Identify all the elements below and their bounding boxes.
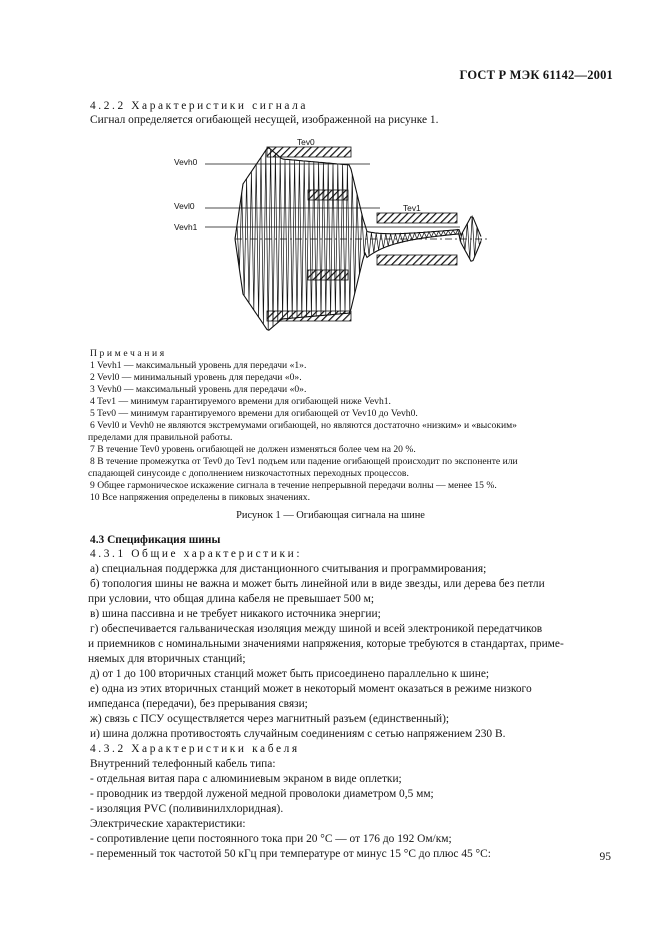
note-line: 5 Tev0 — минимум гарантируемого времени для огибающей от Vev10 до Vevh0. bbox=[90, 408, 418, 419]
note-line: 3 Vevh0 — максимальный уровень для передачи «0». bbox=[90, 384, 307, 395]
note-line: 1 Vevh1 — максимальный уровень для передачи «1». bbox=[90, 360, 307, 371]
vevl0-lower-limit-bar bbox=[308, 270, 348, 280]
list-item: е) одна из этих вторичных станций может в некоторый момент оказаться в режиме низкого bbox=[90, 683, 532, 695]
note-line: 2 Vevl0 — минимальный уровень для передачи «0». bbox=[90, 372, 302, 383]
tev1-lower-limit-bar bbox=[377, 255, 457, 265]
section-4-3-2-heading: 4.3.2 Характеристики кабеля bbox=[90, 743, 300, 755]
label-tev0: Tev0 bbox=[297, 137, 315, 147]
cable-line: - проводник из твердой луженой медной проволоки диаметром 0,5 мм; bbox=[90, 788, 434, 800]
note-line: 6 Vevl0 и Vevh0 не являются экстремумами огибающей, но являются достаточно «низким» и «высоким» bbox=[90, 420, 517, 431]
figure-caption: Рисунок 1 — Огибающая сигнала на шине bbox=[236, 510, 425, 521]
cable-line: - переменный ток частотой 50 кГц при температуре от минус 15 °С до плюс 45 °С: bbox=[90, 848, 491, 860]
note-line: спадающей синусоиде с дополнением низкочастотных переходных процессов. bbox=[88, 468, 409, 479]
cable-line: Электрические характеристики: bbox=[90, 818, 246, 830]
note-line: 4 Tev1 — минимум гарантируемого времени для огибающей ниже Vevh1. bbox=[90, 396, 391, 407]
cable-line: - отдельная витая пара с алюминиевым экраном в виде оплетки; bbox=[90, 773, 402, 785]
carrier-waveform bbox=[235, 149, 482, 331]
note-line: 7 В течение Tev0 уровень огибающей не должен изменяться более чем на 20 %. bbox=[90, 444, 416, 455]
list-item: при условии, что общая длина кабеля не превышает 500 м; bbox=[88, 593, 374, 605]
note-line: 10 Все напряжения определены в пиковых значениях. bbox=[90, 492, 310, 503]
note-line: 8 В течение промежутка от Tev0 до Tev1 подъем или падение огибающей происходит по экспоненте или bbox=[90, 456, 518, 467]
note-line: 9 Общее гармоническое искажение сигнала в течение непрерывной передачи волны — менее 15 %. bbox=[90, 480, 497, 491]
page-number: 95 bbox=[599, 851, 611, 863]
list-item: а) специальная поддержка для дистанционного считывания и программирования; bbox=[90, 563, 487, 575]
label-vevh1: Vevh1 bbox=[174, 222, 198, 232]
label-vevh0: Vevh0 bbox=[174, 157, 198, 167]
notes-title: Примечания bbox=[90, 348, 167, 359]
standard-header: ГОСТ Р МЭК 61142—2001 bbox=[459, 68, 613, 82]
list-item: д) от 1 до 100 вторичных станций может быть присоединено параллельно к шине; bbox=[90, 668, 490, 680]
label-vevl0: Vevl0 bbox=[174, 201, 195, 211]
section-4-3-heading: 4.3 Спецификация шины bbox=[90, 534, 221, 546]
list-item: ж) связь с ПСУ осуществляется через магнитный разъем (единственный); bbox=[90, 713, 450, 725]
section-4-3-1-heading: 4.3.1 Общие характеристики: bbox=[90, 548, 303, 560]
tev1-upper-limit-bar bbox=[377, 213, 457, 223]
section-4-2-2-heading: 4.2.2 Характеристики сигнала bbox=[90, 100, 309, 112]
section-4-2-2-intro: Сигнал определяется огибающей несущей, изображенной на рисунке 1. bbox=[90, 114, 439, 126]
cable-line: - сопротивление цепи постоянного тока при 20 °С — от 176 до 192 Ом/км; bbox=[90, 833, 452, 845]
label-tev1: Tev1 bbox=[403, 203, 421, 213]
cable-line: Внутренний телефонный кабель типа: bbox=[90, 758, 276, 770]
list-item: импеданса (передачи), без прерывания связи; bbox=[88, 698, 308, 710]
list-item: г) обеспечивается гальваническая изоляция между шиной и всей электроникой передатчиков bbox=[90, 623, 543, 635]
tev0-lower-limit-bar bbox=[267, 311, 351, 321]
cable-line: - изоляция PVC (поливинилхлоридная). bbox=[90, 803, 284, 815]
list-item: и приемников с номинальными значениями напряжения, которые требуются в стандартах, приме- bbox=[88, 638, 564, 650]
tev0-upper-limit-bar bbox=[267, 147, 351, 157]
list-item: няемых для вторичных станций; bbox=[88, 653, 246, 665]
list-item: и) шина должна противостоять случайным соединениям с сетью напряжением 230 В. bbox=[90, 728, 506, 740]
list-item: б) топология шины не важна и может быть линейной или в виде звезды, или дерева без петли bbox=[90, 578, 545, 590]
signal-envelope-figure bbox=[160, 135, 500, 335]
list-item: в) шина пассивна и не требует никакого источника энергии; bbox=[90, 608, 381, 620]
note-line: пределами для правильной работы. bbox=[88, 432, 233, 443]
